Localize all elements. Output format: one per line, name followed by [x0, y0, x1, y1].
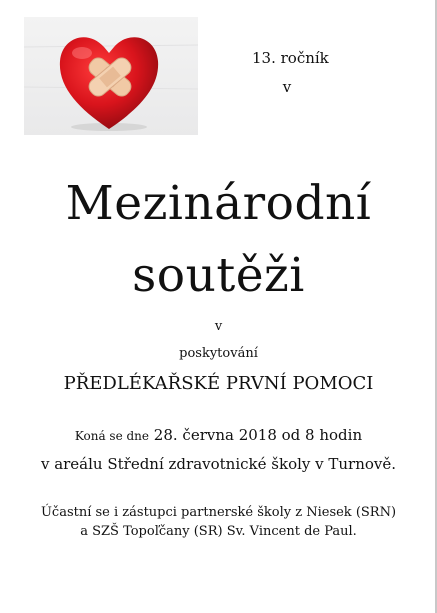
subtitle-preposition: v	[214, 319, 223, 334]
event-held-prefix: Koná se dne	[74, 429, 150, 443]
heart-with-bandage-icon	[24, 17, 198, 135]
participants-line-2: a SZŠ Topoľčany (SR) Sv. Vincent de Paul.	[80, 524, 357, 539]
event-date-time: 28. června 2018 od 8 hodin	[153, 426, 363, 444]
event-date-line	[0, 426, 437, 444]
subtitle-provision: poskytování	[179, 346, 258, 361]
edition-preposition: v	[282, 78, 292, 96]
heart-bandage-image	[24, 17, 198, 135]
participants-line-1: Účastní se i zástupci partnerské školy z Niesek (SRN)	[40, 505, 397, 520]
event-venue: v areálu Střední zdravotnické školy v Turnově.	[40, 455, 397, 473]
subtitle-topic: PŘEDLÉKAŘSKÉ PRVNÍ POMOCI	[63, 373, 374, 394]
title-line-2: soutěži	[132, 248, 305, 303]
title-line-1: Mezinárodní	[65, 176, 372, 231]
edition-label: 13. ročník	[252, 49, 329, 67]
